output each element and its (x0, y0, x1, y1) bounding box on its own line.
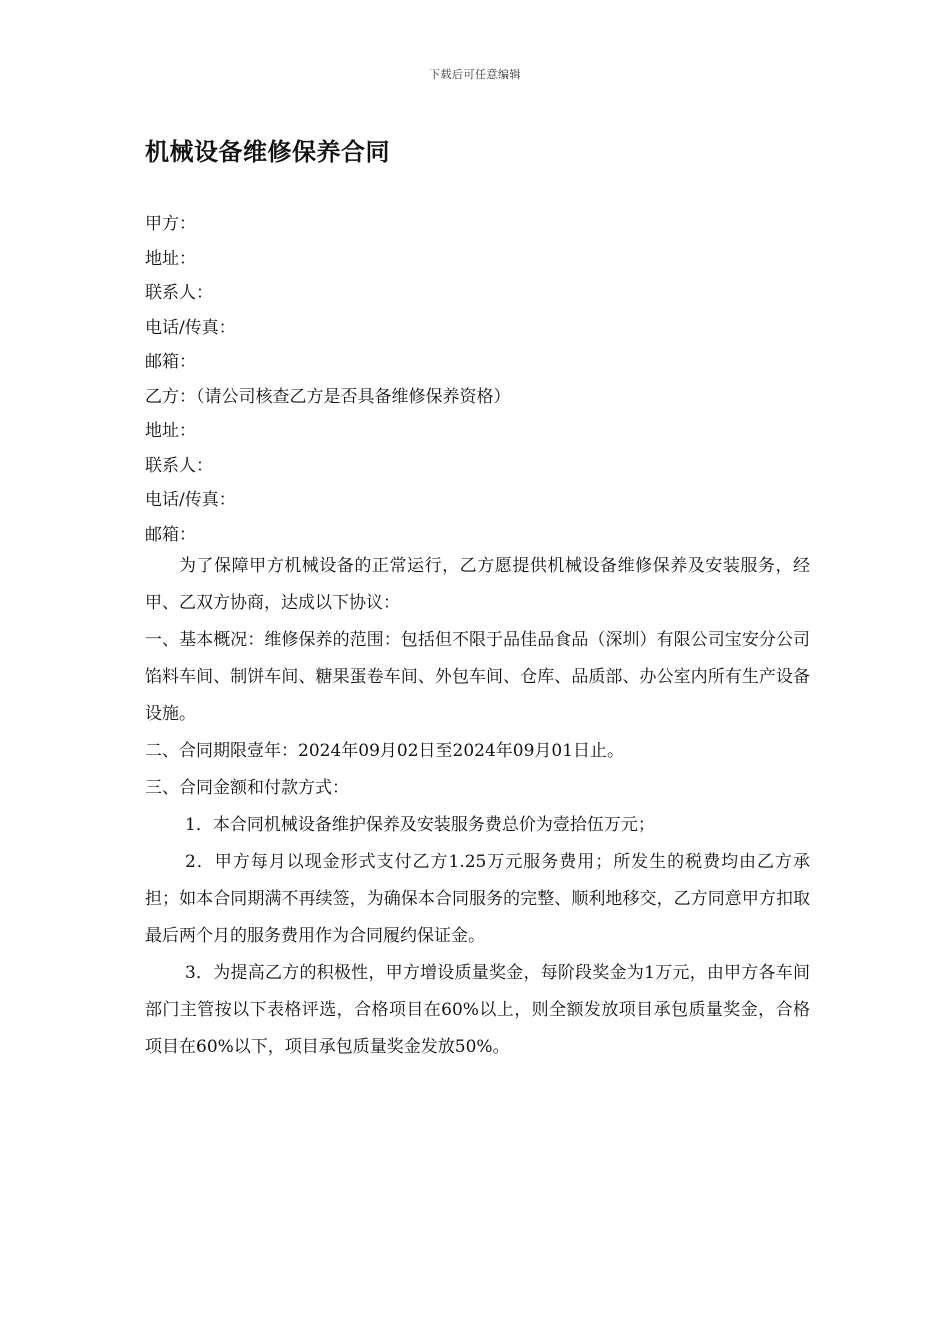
party-b-contact-field: 联系人： (145, 455, 213, 476)
party-a-contact-field: 联系人： (145, 283, 213, 303)
section-contract-term: 二、合同期限壹年：2024年09月02日至2024年09月01日止。 (145, 741, 625, 761)
party-b-email-field: 邮箱： (145, 524, 196, 545)
document-title: 机械设备维修保养合同 (145, 138, 390, 166)
header-note: 下载后可任意编辑 (429, 68, 521, 81)
payment-item-2: 2．甲方每月以现金形式支付乙方1.25万元服务费用；所发生的税费均由乙方承担；如本合同期满不再续签，为确保本合同服务的完整、顺利地移交，乙方同意甲方扣取最后两个月的服务费用作为合同履约保证金。 (145, 852, 810, 946)
section-basic-overview: 一、基本概况：维修保养的范围：包括但不限于品佳品食品（深圳）有限公司宝安分公司馅料车间、制饼车间、糖果蛋卷车间、外包车间、仓库、品质部、办公室内所有生产设备设施。 (145, 630, 810, 724)
party-a-address-field: 地址： (145, 248, 196, 269)
party-b-address-field: 地址： (145, 421, 196, 441)
payment-item-1: 1．本合同机械设备维护保养及安装服务费总价为壹拾伍万元； (185, 815, 655, 835)
party-a-email-field: 邮箱： (145, 352, 196, 372)
contract-body (145, 548, 810, 1066)
intro-paragraph: 为了保障甲方机械设备的正常运行，乙方愿提供机械设备维修保养及安装服务，经甲、乙双方协商，达成以下协议： (145, 556, 810, 613)
party-fields (145, 207, 810, 552)
party-a-phone-fax-field: 电话/传真： (145, 317, 236, 338)
party-b-phone-fax-field: 电话/传真： (145, 490, 236, 510)
party-b-name-field: 乙方：（请公司核查乙方是否具备维修保养资格） (145, 386, 511, 407)
payment-item-3: 3．为提高乙方的积极性，甲方增设质量奖金，每阶段奖金为1万元，由甲方各车间部门主管按以下表格评选，合格项目在60%以上，则全额发放项目承包质量奖金，合格项目在60%以下，项目承包质量奖金发放50%。 (145, 963, 810, 1057)
section-payment-heading: 三、合同金额和付款方式： (145, 778, 349, 798)
party-a-name-field: 甲方： (145, 214, 196, 234)
